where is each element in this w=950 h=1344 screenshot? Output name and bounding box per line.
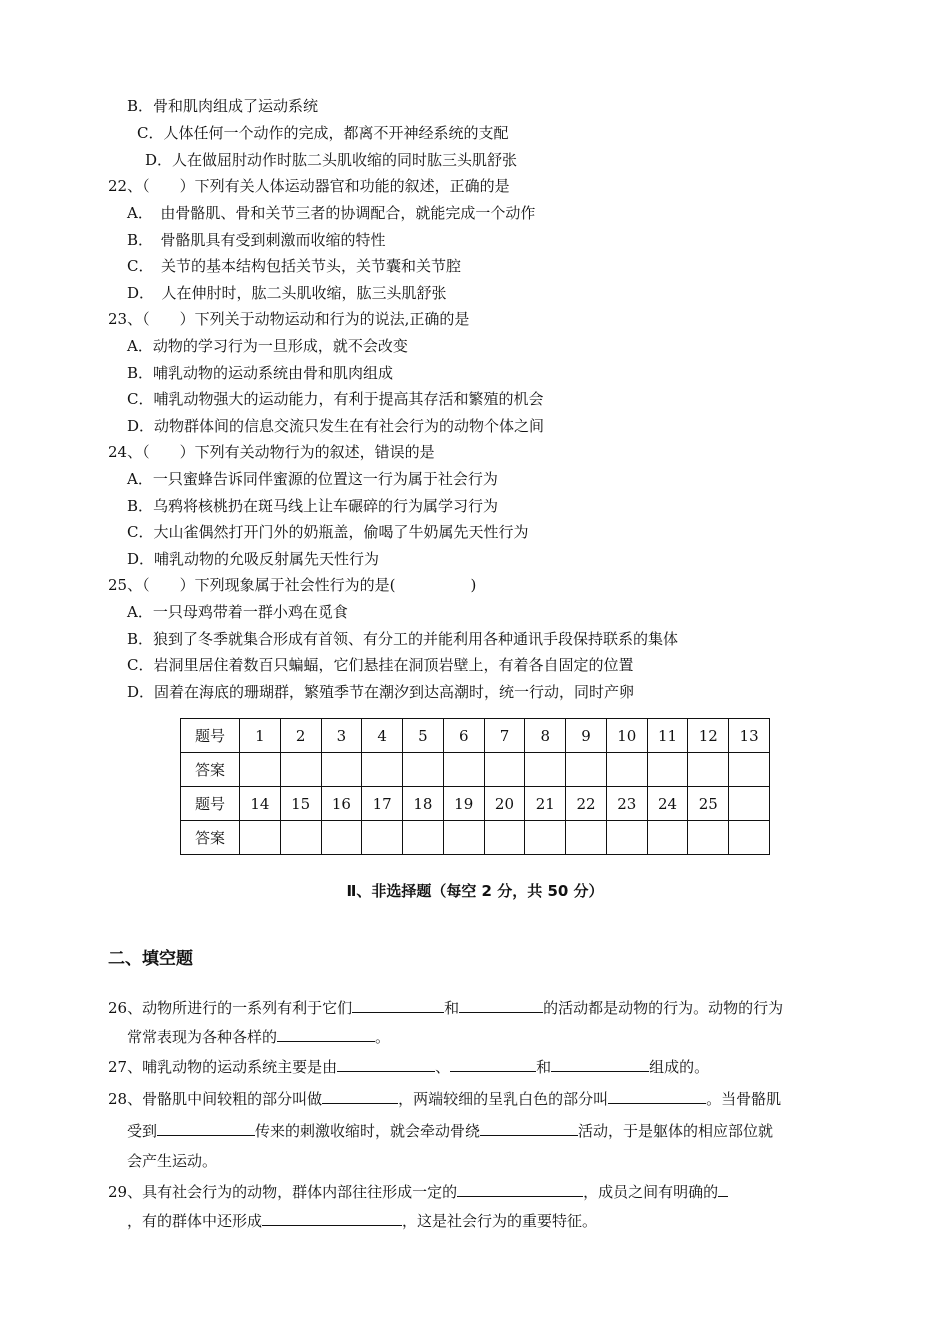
fill-blank[interactable]	[551, 1056, 649, 1072]
answer-cell[interactable]	[606, 821, 647, 855]
q22-option-c: C． 关节的基本结构包括关节头，关节囊和关节腔	[127, 257, 461, 275]
q29-text: ，这是社会行为的重要特征。	[402, 1212, 598, 1230]
fill-blank[interactable]	[450, 1056, 536, 1072]
q21-option-d: D．人在做屈肘动作时肱二头肌收缩的同时肱三头肌舒张	[145, 151, 518, 169]
q26-text: 26、动物所进行的一系列有利于它们	[108, 999, 353, 1017]
q21-option-b: B．骨和肌肉组成了运动系统	[127, 97, 319, 115]
fill-blank[interactable]	[459, 997, 543, 1013]
table-cell-number: 21	[525, 787, 566, 821]
q22-option-a: A． 由骨骼肌、骨和关节三者的协调配合，就能完成一个动作	[127, 204, 536, 222]
q22-stem: 22、（ ）下列有关人体运动器官和功能的叙述，正确的是	[108, 177, 510, 195]
q24-option-c: C．大山雀偶然打开门外的奶瓶盖，偷喝了牛奶属先天性行为	[127, 523, 529, 541]
fill-blank[interactable]	[718, 1181, 728, 1197]
q28-text: ，两端较细的呈乳白色的部分叫	[398, 1090, 609, 1108]
answer-cell[interactable]	[688, 821, 729, 855]
answer-cell[interactable]	[525, 821, 566, 855]
table-cell-number: 25	[688, 787, 729, 821]
q27-line1	[108, 1056, 709, 1077]
fill-blank[interactable]	[608, 1088, 706, 1104]
answer-cell[interactable]	[647, 821, 688, 855]
q27-text: 、	[435, 1058, 451, 1076]
table-cell-number: 18	[403, 787, 444, 821]
q24-option-d: D．哺乳动物的允吸反射属先天性行为	[127, 550, 380, 568]
answer-cell[interactable]	[484, 753, 525, 787]
q27-text: 27、哺乳动物的运动系统主要是由	[108, 1058, 338, 1076]
answer-cell[interactable]	[240, 753, 281, 787]
table-cell-number: 12	[688, 719, 729, 753]
answer-cell[interactable]	[362, 821, 403, 855]
fill-blank[interactable]	[480, 1120, 578, 1136]
answer-cell[interactable]	[647, 753, 688, 787]
fill-blank[interactable]	[322, 1088, 398, 1104]
q23-stem: 23、（ ）下列关于动物运动和行为的说法,正确的是	[108, 310, 470, 328]
answer-cell[interactable]	[729, 821, 770, 855]
table-cell-number: 24	[647, 787, 688, 821]
answer-cell[interactable]	[566, 753, 607, 787]
q28-line2	[127, 1120, 773, 1141]
q29-line2	[127, 1210, 597, 1231]
answer-cell[interactable]	[729, 753, 770, 787]
fill-blank[interactable]	[352, 997, 444, 1013]
answer-cell[interactable]	[321, 821, 362, 855]
table-row	[181, 719, 770, 753]
answer-cell[interactable]	[606, 753, 647, 787]
q26-line2	[127, 1026, 390, 1047]
fill-blank[interactable]	[277, 1026, 375, 1042]
table-cell-number: 5	[403, 719, 444, 753]
q25-option-d: D．固着在海底的珊瑚群，繁殖季节在潮汐到达高潮时，统一行动，同时产卵	[127, 683, 635, 701]
table-cell-number: 7	[484, 719, 525, 753]
q25-option-a: A．一只母鸡带着一群小鸡在觅食	[127, 603, 348, 621]
table-label-number: 题号	[181, 787, 240, 821]
answer-cell[interactable]	[280, 821, 321, 855]
section2-title: 二、填空题	[108, 949, 193, 969]
q25-stem: 25、（ ）下列现象属于社会性行为的是( )	[108, 576, 477, 594]
q23-option-c: C．哺乳动物强大的运动能力，有利于提高其存活和繁殖的机会	[127, 390, 544, 408]
answer-cell[interactable]	[525, 753, 566, 787]
table-cell-number: 22	[566, 787, 607, 821]
q27-text: 和	[536, 1058, 552, 1076]
q23-option-d: D．动物群体间的信息交流只发生在有社会行为的动物个体之间	[127, 417, 545, 435]
q25-option-b: B．狼到了冬季就集合形成有首领、有分工的并能利用各种通讯手段保持联系的集体	[127, 630, 679, 648]
q29-line1	[108, 1181, 728, 1202]
q29-text: ，有的群体中还形成	[127, 1212, 263, 1230]
table-row	[181, 821, 770, 855]
table-cell-number: 13	[729, 719, 770, 753]
answer-cell[interactable]	[403, 753, 444, 787]
q23-option-b: B．哺乳动物的运动系统由骨和肌肉组成	[127, 364, 394, 382]
q29-text: ，成员之间有明确的	[583, 1183, 719, 1201]
table-cell-number: 3	[321, 719, 362, 753]
q28-text: 28、骨骼肌中间较粗的部分叫做	[108, 1090, 323, 1108]
q24-option-a: A．一只蜜蜂告诉同伴蜜源的位置这一行为属于社会行为	[127, 470, 498, 488]
table-cell-number: 20	[484, 787, 525, 821]
table-cell-number: 17	[362, 787, 403, 821]
q26-text: 常常表现为各种各样的	[127, 1028, 278, 1046]
answer-cell[interactable]	[321, 753, 362, 787]
answer-cell[interactable]	[403, 821, 444, 855]
table-cell-number	[729, 787, 770, 821]
table-cell-number: 10	[606, 719, 647, 753]
answer-cell[interactable]	[484, 821, 525, 855]
q28-text: 。当骨骼肌	[706, 1090, 782, 1108]
q25-option-c: C．岩洞里居住着数百只蝙蝠，它们悬挂在洞顶岩壁上，有着各自固定的位置	[127, 656, 634, 674]
fill-blank[interactable]	[157, 1120, 255, 1136]
answer-cell[interactable]	[240, 821, 281, 855]
q28-text: 受到	[127, 1122, 158, 1140]
table-cell-number: 1	[240, 719, 281, 753]
table-row	[181, 753, 770, 787]
fill-blank[interactable]	[262, 1210, 402, 1226]
q26-text: 。	[375, 1028, 391, 1046]
table-cell-number: 19	[443, 787, 484, 821]
table-label-number: 题号	[181, 719, 240, 753]
q28-text: 活动，于是躯体的相应部位就	[578, 1122, 774, 1140]
table-cell-number: 4	[362, 719, 403, 753]
table-label-answer: 答案	[181, 821, 240, 855]
q23-option-a: A．动物的学习行为一旦形成，就不会改变	[127, 337, 408, 355]
q26-text: 的活动都是动物的行为。动物的行为	[543, 999, 784, 1017]
q26-text: 和	[444, 999, 460, 1017]
answer-cell[interactable]	[362, 753, 403, 787]
answer-table	[180, 718, 770, 855]
q28-line3: 会产生运动。	[127, 1152, 218, 1170]
table-cell-number: 6	[443, 719, 484, 753]
q27-text: 组成的。	[649, 1058, 710, 1076]
table-cell-number: 2	[280, 719, 321, 753]
table-cell-number: 11	[647, 719, 688, 753]
answer-cell[interactable]	[443, 821, 484, 855]
answer-cell[interactable]	[280, 753, 321, 787]
table-row	[181, 787, 770, 821]
answer-cell[interactable]	[443, 753, 484, 787]
table-cell-number: 9	[566, 719, 607, 753]
q24-option-b: B．乌鸦将核桃扔在斑马线上让车碾碎的行为属学习行为	[127, 497, 499, 515]
answer-cell[interactable]	[688, 753, 729, 787]
table-cell-number: 8	[525, 719, 566, 753]
q24-stem: 24、（ ）下列有关动物行为的叙述，错误的是	[108, 443, 435, 461]
fill-blank[interactable]	[457, 1181, 583, 1197]
q29-text: 29、具有社会行为的动物，群体内部往往形成一定的	[108, 1183, 458, 1201]
q28-line1	[108, 1088, 781, 1109]
table-cell-number: 14	[240, 787, 281, 821]
q21-option-c: C．人体任何一个动作的完成，都离不开神经系统的支配	[137, 124, 509, 142]
fill-blank[interactable]	[337, 1056, 435, 1072]
answer-cell[interactable]	[566, 821, 607, 855]
q22-option-b: B． 骨骼肌具有受到刺激而收缩的特性	[127, 231, 386, 249]
table-cell-number: 16	[321, 787, 362, 821]
q22-option-d: D． 人在伸肘时，肱二头肌收缩，肱三头肌舒张	[127, 284, 447, 302]
q26-line1	[108, 997, 783, 1018]
table-label-answer: 答案	[181, 753, 240, 787]
q28-text: 传来的刺激收缩时，就会牵动骨绕	[255, 1122, 481, 1140]
part2-title: Ⅱ、非选择题（每空 2 分，共 50 分）	[346, 882, 604, 900]
table-cell-number: 23	[606, 787, 647, 821]
table-cell-number: 15	[280, 787, 321, 821]
